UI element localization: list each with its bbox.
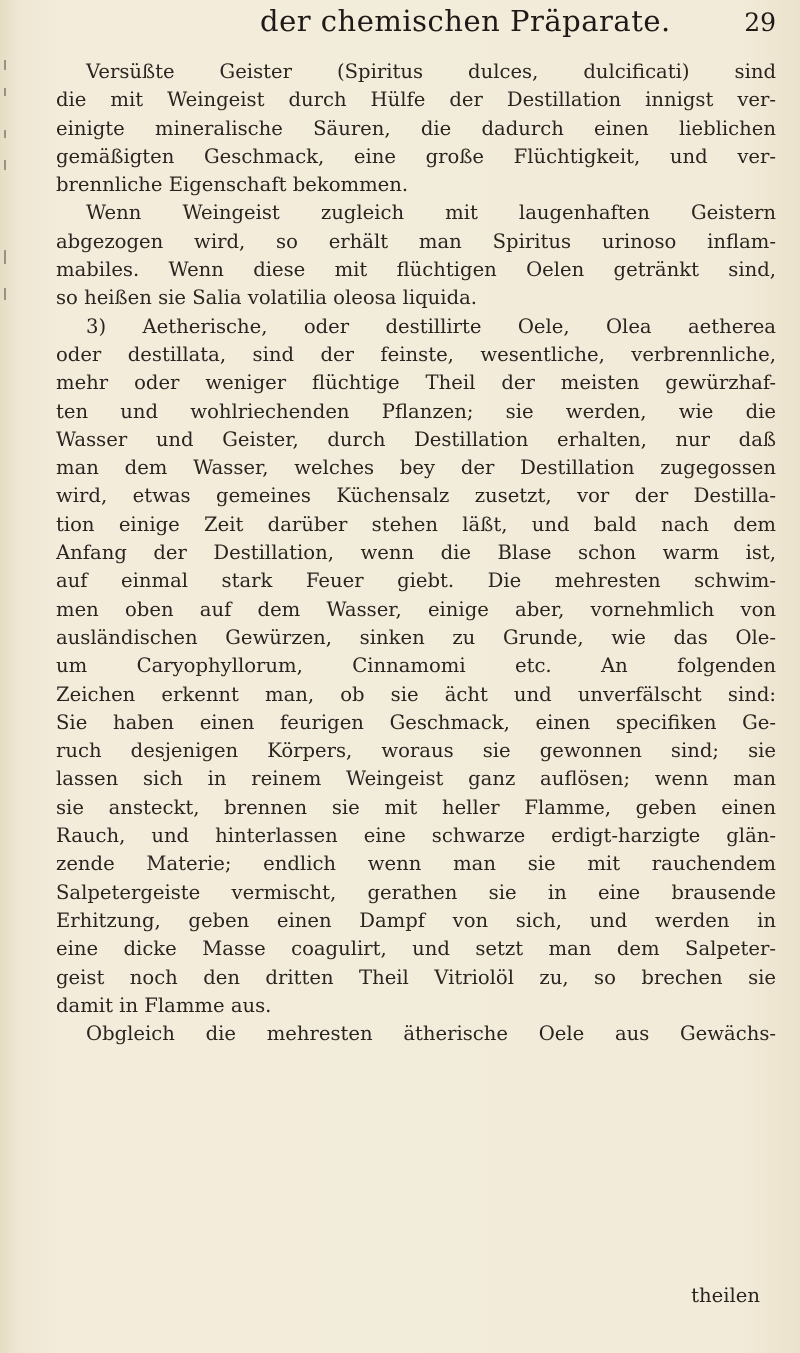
text-line: 3) Aetherische, oder destillirte Oele, Olea aetherea bbox=[86, 314, 776, 338]
catchword: theilen bbox=[691, 1284, 760, 1307]
text-line: Wenn Weingeist zugleich mit laugenhaften Geistern bbox=[86, 201, 776, 225]
text-line: wird, etwas gemeines Küchensalz zusetzt, vor der Destilla- bbox=[56, 484, 776, 508]
text-line: so heißen sie Salia volatilia oleosa liquida. bbox=[56, 286, 478, 310]
page-header bbox=[0, 4, 800, 44]
body-text bbox=[56, 58, 776, 1048]
text-line: zende Materie; endlich wenn man sie mit rauchendem bbox=[56, 852, 776, 876]
text-line: abgezogen wird, so erhält man Spiritus urinoso inflam- bbox=[56, 229, 776, 253]
page-number: 29 bbox=[744, 8, 776, 37]
text-line: Anfang der Destillation, wenn die Blase schon warm ist, bbox=[56, 541, 776, 565]
text-line: ten und wohlriechenden Pflanzen; sie werden, wie die bbox=[56, 399, 776, 423]
text-line: Zeichen erkennt man, ob sie ächt und unverfälscht sind: bbox=[56, 682, 776, 706]
text-line: Rauch, und hinterlassen eine schwarze erdigt-harzigte glän- bbox=[56, 824, 776, 848]
text-line: Obgleich die mehresten ätherische Oele aus Gewächs- bbox=[86, 1022, 776, 1046]
text-line: Erhitzung, geben einen Dampf von sich, und werden in bbox=[56, 908, 776, 932]
text-line: Wasser und Geister, durch Destillation erhalten, nur daß bbox=[56, 427, 776, 451]
binding-gutter-marks bbox=[4, 60, 14, 320]
text-line: sie ansteckt, brennen sie mit heller Flamme, geben einen bbox=[56, 795, 776, 819]
text-line: mehr oder weniger flüchtige Theil der meisten gewürzhaf- bbox=[56, 371, 776, 395]
running-head: der chemischen Präparate. bbox=[260, 4, 671, 38]
text-line: Versüßte Geister (Spiritus dulces, dulcificati) sind bbox=[86, 60, 776, 83]
text-line: oder destillata, sind der feinste, wesentliche, verbrennliche, bbox=[56, 342, 776, 366]
text-line: um Caryophyllorum, Cinnamomi etc. An folgenden bbox=[56, 654, 776, 678]
text-line: damit in Flamme aus. bbox=[56, 993, 272, 1017]
text-line: eine dicke Masse coagulirt, und setzt man dem Salpeter- bbox=[56, 937, 776, 961]
text-line: auf einmal stark Feuer giebt. Die mehresten schwim- bbox=[56, 569, 776, 593]
text-line: brennliche Eigenschaft bekommen. bbox=[56, 173, 409, 197]
text-line: man dem Wasser, welches bey der Destillation zugegossen bbox=[56, 456, 776, 480]
text-line: ausländischen Gewürzen, sinken zu Grunde, wie das Ole- bbox=[56, 625, 776, 649]
text-line: tion einige Zeit darüber stehen läßt, und bald nach dem bbox=[56, 512, 776, 536]
text-line: Salpetergeiste vermischt, gerathen sie in eine brausende bbox=[56, 880, 776, 904]
text-line: ruch desjenigen Körpers, woraus sie gewonnen sind; sie bbox=[56, 739, 776, 763]
text-line: die mit Weingeist durch Hülfe der Destillation innigst ver- bbox=[56, 88, 776, 112]
text-line: geist noch den dritten Theil Vitriolöl zu, so brechen sie bbox=[56, 965, 776, 989]
text-line: einigte mineralische Säuren, die dadurch einen lieblichen bbox=[56, 116, 776, 140]
text-line: Sie haben einen feurigen Geschmack, einen specifiken Ge- bbox=[56, 710, 776, 734]
text-line: gemäßigten Geschmack, eine große Flüchtigkeit, und ver- bbox=[56, 144, 776, 168]
text-line: men oben auf dem Wasser, einige aber, vornehmlich von bbox=[56, 597, 776, 621]
text-line: mabiles. Wenn diese mit flüchtigen Oelen getränkt sind, bbox=[56, 258, 776, 282]
text-line: lassen sich in reinem Weingeist ganz auflösen; wenn man bbox=[56, 767, 776, 791]
